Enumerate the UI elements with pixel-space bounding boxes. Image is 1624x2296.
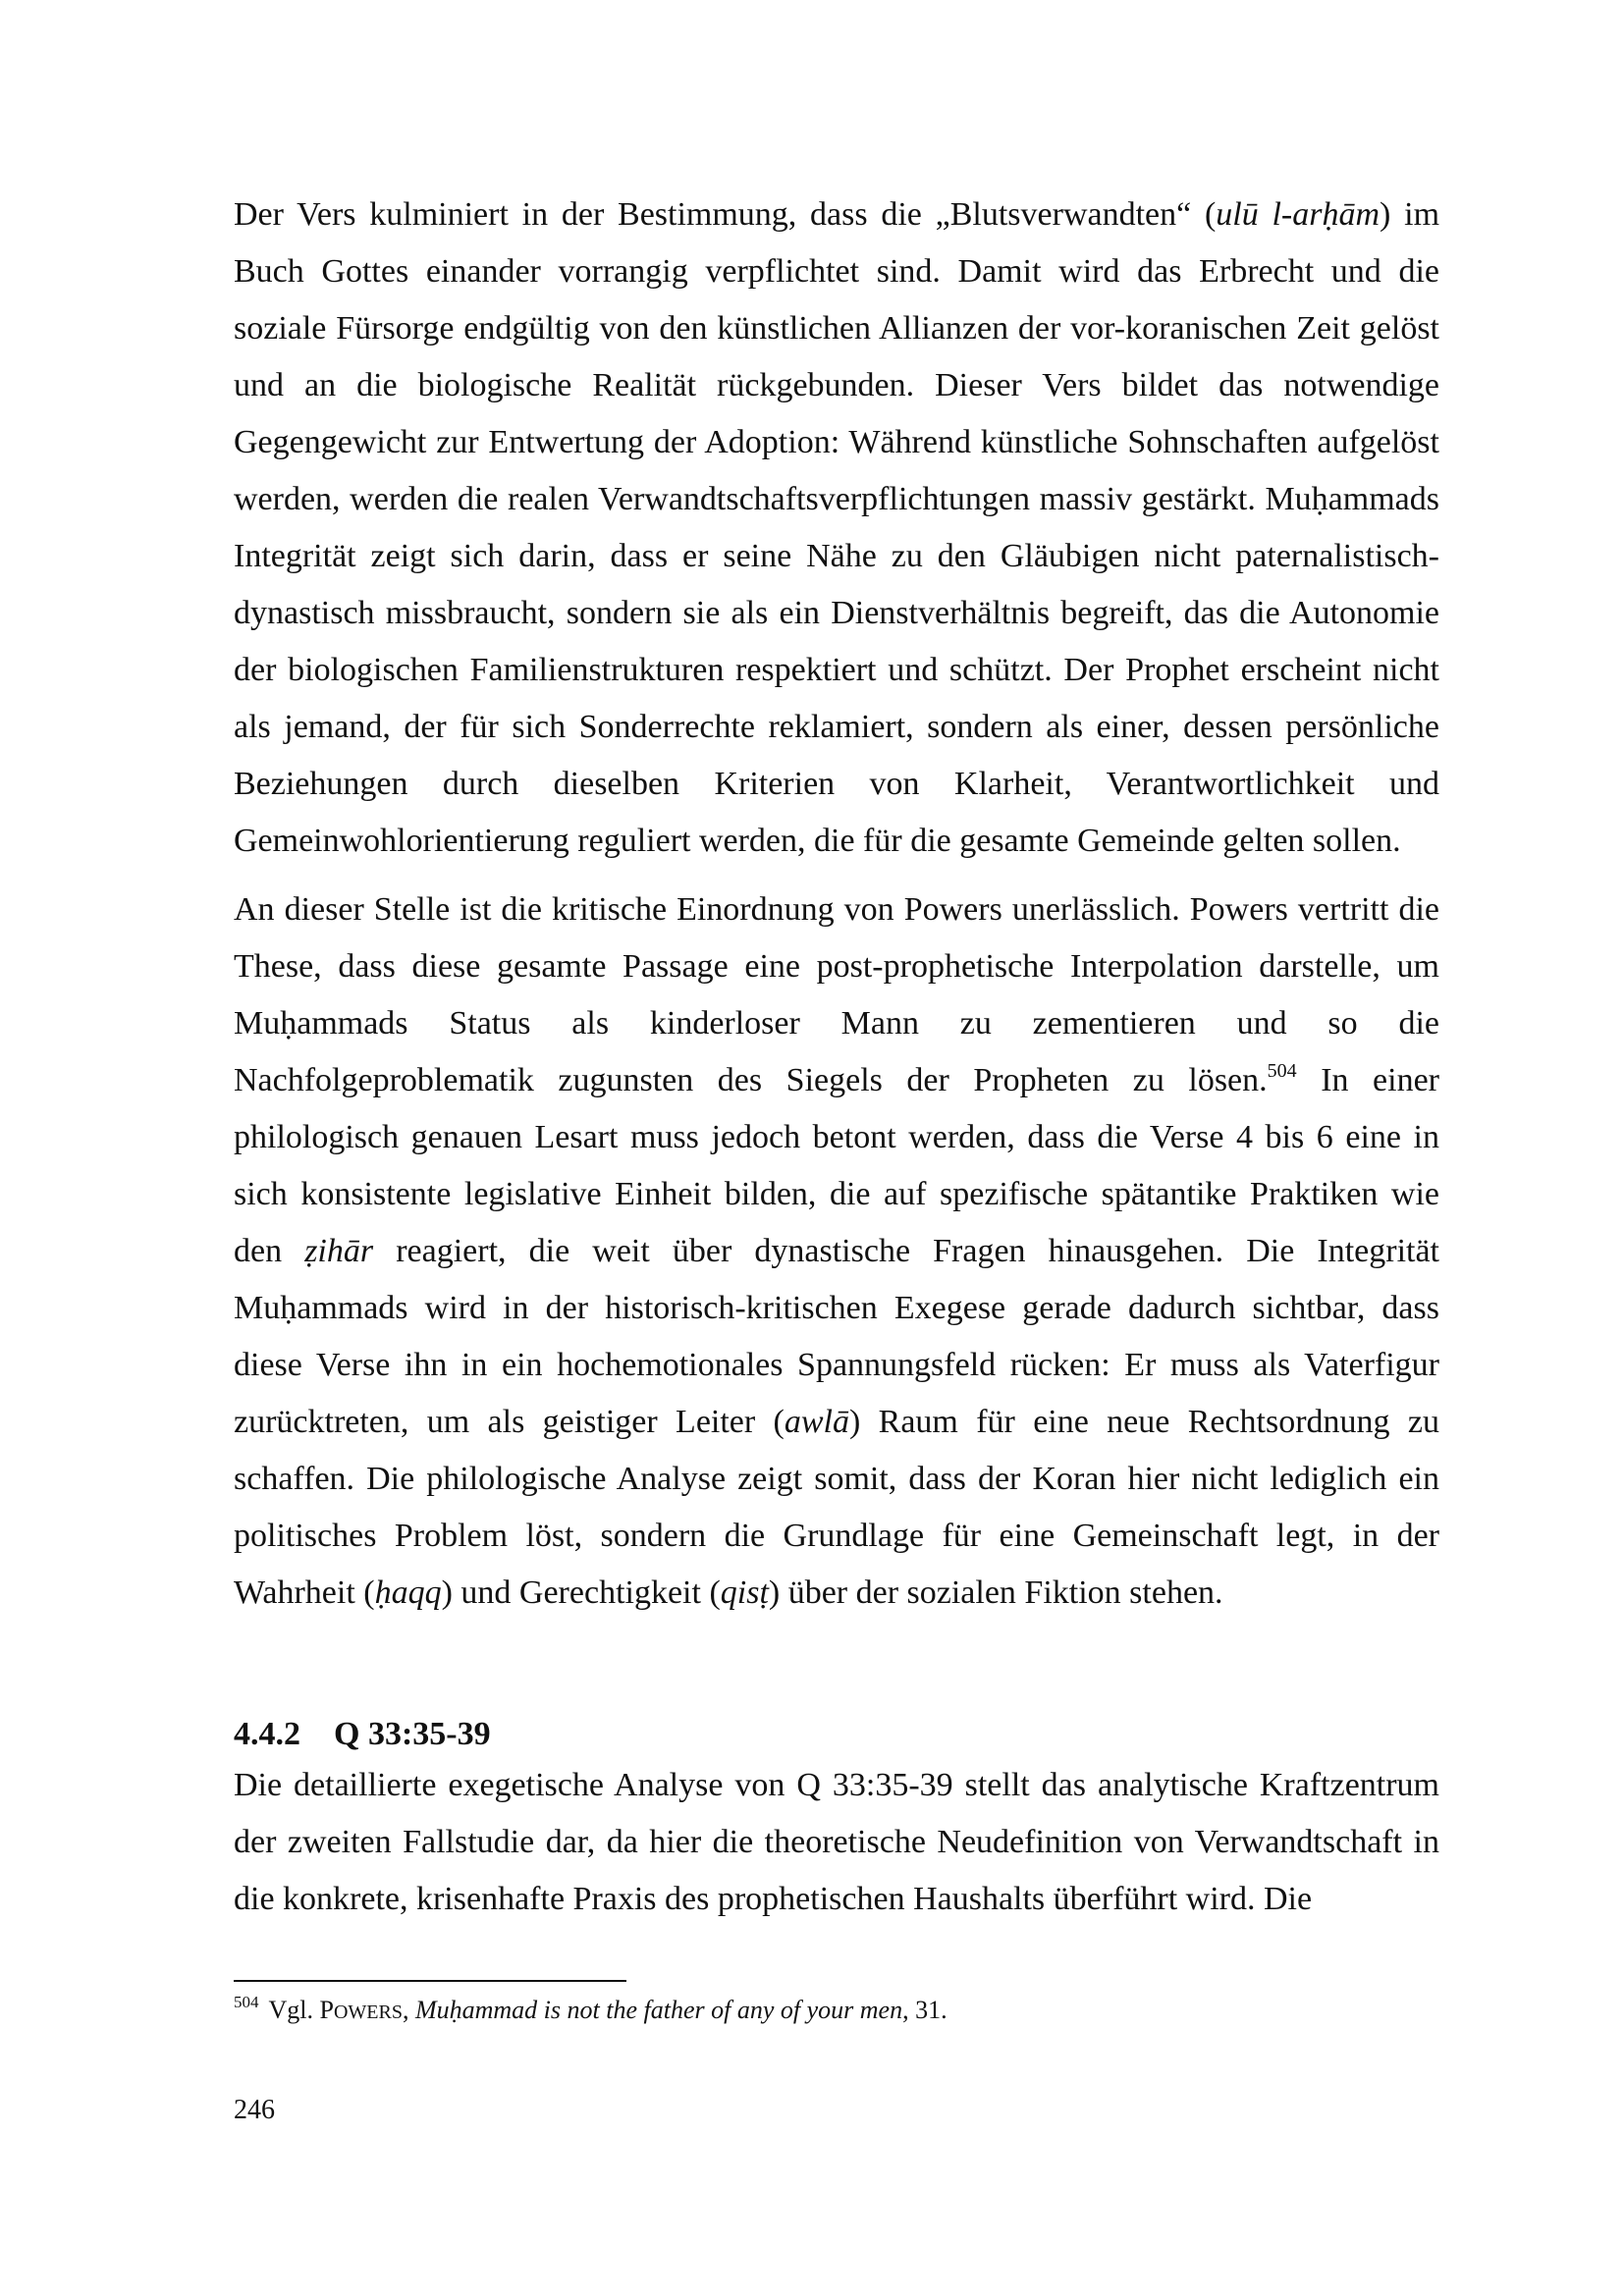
page-body (234, 187, 1439, 1928)
footnote-separator (234, 1980, 626, 1982)
footnote-reference-504[interactable]: 504 (1267, 1060, 1297, 1082)
page-number: 246 (234, 2095, 275, 2125)
footnote-title: Muḥammad is not the father of any of your men (414, 1996, 903, 2024)
footnote-prefix: Vgl. (268, 1996, 320, 2024)
paragraph-3 (234, 1757, 1439, 1928)
p2-text-5: ) und Gerechtigkeit ( (441, 1575, 721, 1611)
footnote-suffix: , 31. (902, 1996, 947, 2024)
p2-term-zihar: ẓihār (304, 1233, 374, 1269)
p2-term-awla: awlā (784, 1404, 849, 1440)
p2-term-haqq: ḥaqq (374, 1575, 442, 1611)
p1-text-2: ) im Buch Gottes einander vorrangig verpflichtet sind. Damit wird das Erbrecht und die soziale Fürsorge endgültig von den künstlichen Allianzen der vor-koranischen Zeit gelöst und an die biologische Realität rückgebunden. Dieser Vers bildet das notwendige Gegengewicht zur Entwertung der Adoption: Während künstliche Sohnschaften aufgelöst werden, werden die realen Verwandtschaftsverpflichtungen massiv gestärkt. Muḥammads Integrität zeigt sich darin, dass er seine Nähe zu den Gläubigen nicht paternalistisch-dynastisch missbraucht, sondern sie als ein Dienstverhältnis begreift, das die Autonomie der biologischen Familienstrukturen respektiert und schützt. Der Prophet erscheint nicht als jemand, der für sich Sonderrechte reklamiert, sondern als einer, dessen persönliche Beziehungen durch dieselben Kriterien von Klarheit, Verantwortlichkeit und Gemeinwohlorientierung reguliert werden, die für die gesamte Gemeinde gelten sollen. (234, 196, 1440, 859)
p3-text: Die detaillierte exegetische Analyse von Q 33:35-39 stellt das analytische Kraftzentrum der zweiten Fallstudie dar, da hier die theoretische Neudefinition von Verwandtschaft in die konkrete, krisenhafte Praxis des prophetischen Haushalts überführt wird. Die (234, 1767, 1439, 1917)
section-title: Q 33:35-39 (334, 1716, 491, 1752)
footnote-separator-text: , (402, 1996, 415, 2024)
p2-text-4: ) Raum für eine neue Rechtsordnung zu schaffen. Die philologische Analyse zeigt somit, dass der Koran hier nicht lediglich ein politisches Problem löst, sondern die Grundlage für eine Gemeinschaft legt, in der Wahrheit ( (234, 1404, 1439, 1611)
paragraph-1 (234, 187, 1439, 870)
p2-text-3: reagiert, die weit über dynastische Fragen hinausgehen. Die Integrität Muḥammads wird in der historisch-kritischen Exegese gerade dadurch sichtbar, dass diese Verse ihn in ein hochemotionales Spannungsfeld rücken: Er muss als Vaterfigur zurücktreten, um als geistiger Leiter ( (234, 1233, 1440, 1440)
p2-text-6: ) über der sozialen Fiktion stehen. (768, 1575, 1223, 1611)
p1-term-ulu-l-arham: ulū l-arḥām (1216, 196, 1380, 233)
section-number: 4.4.2 (234, 1716, 300, 1752)
p2-term-qist: qisṭ (720, 1575, 769, 1611)
paragraph-2 (234, 881, 1439, 1622)
footnote-author-initial: P (319, 1996, 334, 2024)
p1-text-1: Der Vers kulminiert in der Bestimmung, dass die „Blutsverwandten“ ( (234, 196, 1217, 233)
p2-text-1: An dieser Stelle ist die kritische Einordnung von Powers unerlässlich. Powers vertritt die These, dass diese gesamte Passage eine post-prophetische Interpolation darstelle, um Muḥammads Status als kinderloser Mann zu zementieren und so die Nachfolgeproblematik zugunsten des Siegels der Propheten zu lösen. (234, 891, 1439, 1098)
footnote-author-rest: OWERS (333, 2002, 403, 2023)
footnote-504 (234, 1993, 1439, 2030)
p2-text-2: In einer philologisch genauen Lesart muss jedoch betont werden, dass die Verse 4 bis 6 eine in sich konsistente legislative Einheit bilden, die auf spezifische spätantike Praktiken wie den (234, 1062, 1439, 1269)
footnote-number: 504 (234, 1993, 259, 2011)
section-heading (234, 1712, 1439, 1757)
